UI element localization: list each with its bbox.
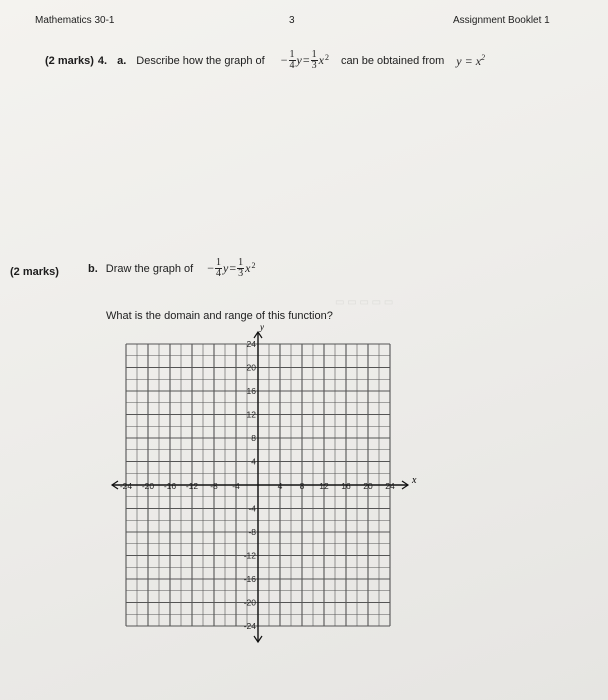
y-tick-label: -20 (243, 597, 256, 608)
equation-b: − $\frac{1}{4}$ y = $\frac{1}{3}$ x $^2$ (207, 257, 256, 279)
x-tick-label: 4 (277, 481, 283, 491)
y-tick-label: -24 (243, 621, 256, 631)
x-tick-label: -16 (163, 481, 177, 491)
y-tick-label: 4 (251, 456, 256, 467)
x-tick-label: -4 (232, 481, 240, 491)
x-tick-label: 12 (319, 481, 329, 491)
fraction-one-quarter-b: $\frac{1}{4}$ (216, 257, 221, 279)
tick-labels (120, 322, 417, 631)
question-4a (45, 50, 485, 71)
part-letter-a: a. (117, 54, 127, 67)
marks-label-b: (2 marks) (10, 266, 59, 278)
y-tick-label: -12 (243, 550, 256, 561)
question-4b (88, 258, 255, 279)
y-tick-label: 16 (246, 386, 256, 396)
coordinate-grid[interactable] (100, 322, 420, 654)
x-tick-label: -20 (141, 481, 155, 491)
show-through-text: ▭ ▭ ▭ ▭ ▭ (335, 297, 394, 308)
x-tick-label: -8 (210, 481, 218, 491)
x-tick-label: 20 (363, 481, 373, 491)
x-axis-label: x (412, 475, 417, 486)
base-equation: $y = x^2$ (456, 52, 486, 68)
equation-a: − $\frac{1}{4}$ y = $\frac{1}{3}$ x $^2$ (280, 49, 329, 71)
x-tick-label: 24 (385, 481, 395, 491)
fraction-one-quarter: $\frac{1}{4}$ (289, 49, 295, 71)
fraction-one-third: $\frac{1}{3}$ (311, 49, 317, 71)
y-tick-label: -8 (248, 527, 256, 537)
x-tick-label: 16 (341, 481, 351, 491)
x-tick-label: 8 (299, 481, 305, 491)
fraction-one-third-b: $\frac{1}{3}$ (238, 257, 244, 279)
x-tick-label: -12 (185, 481, 199, 491)
domain-range-prompt: What is the domain and range of this function? (106, 310, 333, 322)
y-tick-label: 12 (246, 409, 256, 420)
question-a-text2: can be obtained from (340, 54, 445, 67)
y-tick-label: -4 (248, 503, 256, 514)
booklet-title: Assignment Booklet 1 (453, 15, 550, 26)
part-letter-b: b. (88, 262, 98, 275)
y-tick-label: 24 (246, 339, 256, 349)
course-title: Mathematics 30-1 (35, 15, 115, 26)
y-axis-label: y (260, 322, 264, 332)
question-a-text: Describe how the graph of (136, 54, 265, 67)
y-tick-label: -16 (243, 574, 256, 584)
y-tick-label: 8 (251, 433, 256, 443)
page-number: 3 (289, 15, 295, 26)
question-number: 4. (97, 54, 108, 67)
y-tick-label: 20 (246, 362, 256, 373)
x-tick-label: -24 (119, 481, 133, 491)
marks-label-a: (2 marks) (45, 54, 94, 67)
question-b-text: Draw the graph of (105, 262, 194, 275)
